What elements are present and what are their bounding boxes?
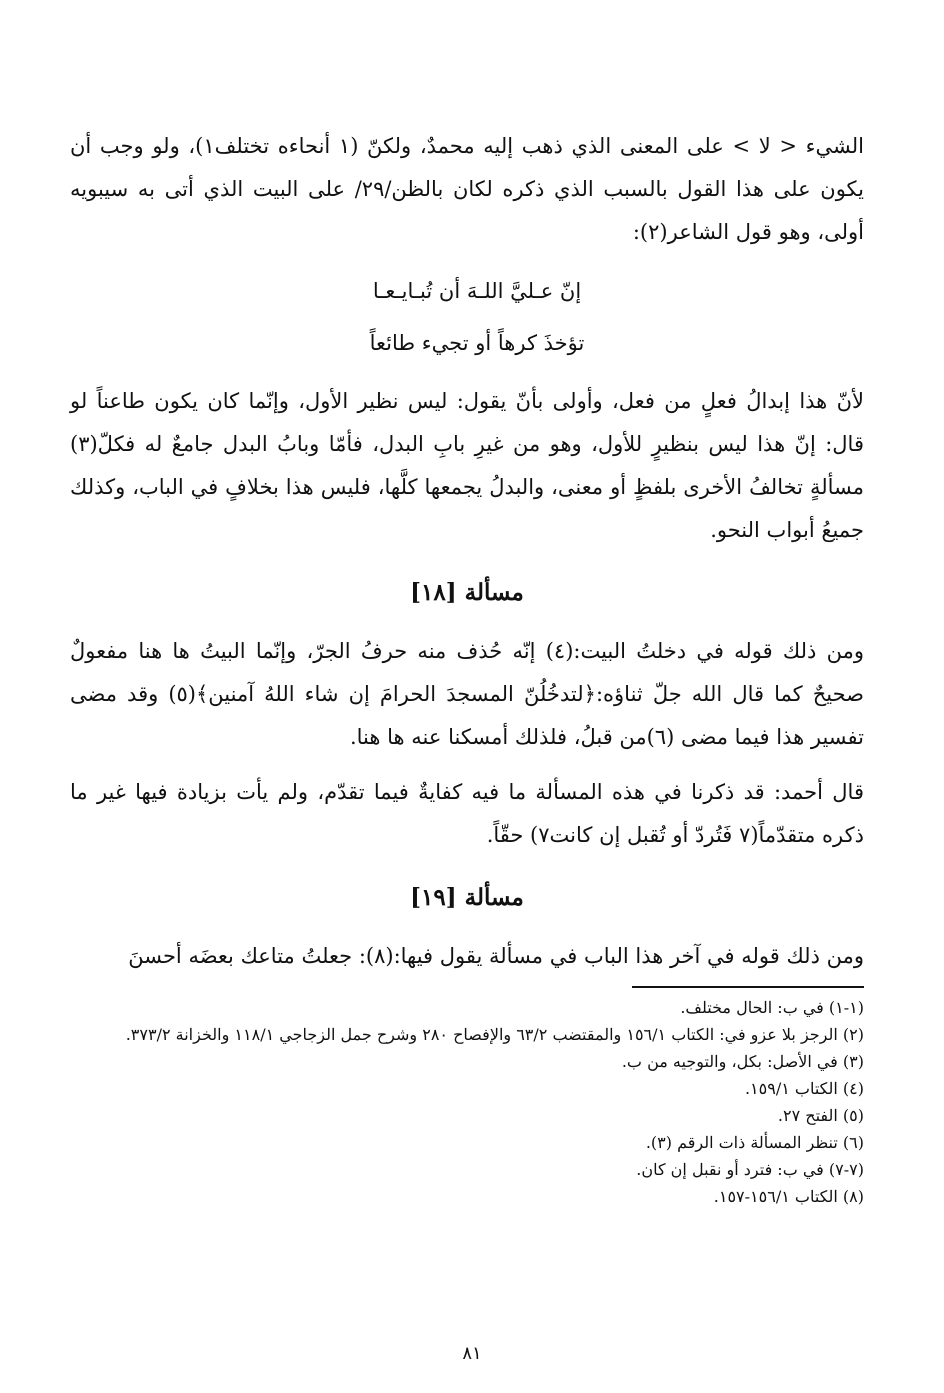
section-heading-18: مسألة [١٨] xyxy=(410,579,524,606)
page-number: ٨١ xyxy=(462,1343,482,1364)
verse-line-2: تؤخذَ كرهاً أو تجيء طائعاً xyxy=(369,331,585,355)
section-heading-19: مسألة [١٩] xyxy=(410,884,524,911)
page-body xyxy=(70,125,864,1353)
paragraph-2: لأنّ هذا إبدالُ فعلٍ من فعل، وأولى بأنّ يقول: ليس نظير الأول، وإنّما كان يكون طاعناً لو قال: إنّ هذا ليس بنظيرٍ للأول، وهو من غيرِ بابِ البدل، فأمّا وبابُ البدل جامعٌ له فكلّ(٣) مسألةٍ تخالفُ الأخرى بلفظٍ أو معنى، والبدلُ يجمعها كلَّها، فليس هذا بخلافٍ في الباب، وكذلك جميعُ أبواب النحو. xyxy=(70,389,864,542)
footnote-item: (١-١) في ب: الحال مختلف. xyxy=(680,998,864,1017)
footnote-item: (٨) الكتاب ١٥٦/١-١٥٧. xyxy=(713,1187,864,1206)
footnote-item: (٤) الكتاب ١٥٩/١. xyxy=(744,1079,864,1098)
footnote-item: (٣) في الأصل: بكل، والتوجيه من ب. xyxy=(621,1052,864,1071)
footnote-item: (٧-٧) في ب: فترد أو نقبل إن كان. xyxy=(636,1160,864,1179)
paragraph-5: ومن ذلك قوله في آخر هذا الباب في مسألة يقول فيها:(٨): جعلتُ متاعك بعضَه أحسنَ xyxy=(128,944,864,968)
footnote-item: (٢) الرجز بلا عزو في: الكتاب ١٥٦/١ والمقتضب ٦٣/٢ والإفصاح ٢٨٠ وشرح جمل الزجاجي ١١٨/١ والخزانة ٣٧٣/٢. xyxy=(125,1025,864,1044)
paragraph-gap xyxy=(70,759,864,771)
footnote-item: (٥) الفتح ٢٧. xyxy=(777,1106,864,1125)
paragraph-3: ومن ذلك قوله في دخلتُ البيت:(٤) إنّه حُذف منه حرفُ الجرّ، وإنّما البيتُ ها هنا مفعولٌ صحيحٌ كما قال الله جلّ ثناؤه:﴿لتدخُلُنّ المسجدَ الحرامَ إن شاء اللهُ آمنين﴾(٥) وقد مضى تفسير هذا فيما مضى (٦)من قبلُ، فلذلك أمسكنا عنه ها هنا. xyxy=(70,639,864,749)
footnotes-list xyxy=(70,994,864,1210)
paragraph-1: الشيء < لا > على المعنى الذي ذهب إليه محمدٌ، ولكنّ (١ أنحاءه تختلف١)، ولو وجب أن يكون على هذا القول بالسبب الذي ذكره لكان بالظن/٢٩/ على البيت الذي أتى به سيبويه أولى، وهو قول الشاعر(٢): xyxy=(70,134,864,244)
footnote-item: (٦) تنظر المسألة ذات الرقم (٣). xyxy=(645,1133,864,1152)
footnote-divider xyxy=(632,986,864,988)
paragraph-4: قال أحمد: قد ذكرنا في هذه المسألة ما فيه كفايةٌ فيما تقدّم، ولم يأت بزيادة فيها غير ما ذكره متقدّماً(٧ فَتُردّ أو تُقبل إن كانت٧) حقّاً. xyxy=(70,780,864,847)
verse-line-1: إنّ عـليَّ اللـهَ أن تُبـايـعـا xyxy=(372,279,582,303)
